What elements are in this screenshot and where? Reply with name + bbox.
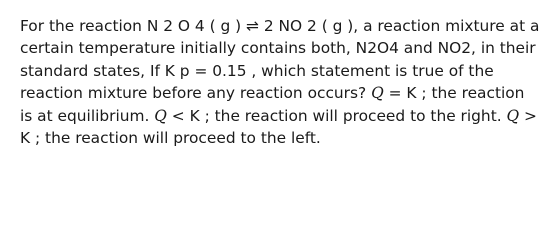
- question-intro: For the reaction N 2 O 4 ( g ) ⇌ 2 NO 2 ( g ), a reaction mixture at a certain temperature initially contains both, N2O4 and NO2, in their standard states, If K p = 0.15 , which statement is true of the reaction mixture before any reaction occurs?: [20, 17, 540, 103]
- option-proceed-right: < K ; the reaction will proceed to the right.: [166, 106, 507, 125]
- reaction-quotient-symbol: 𝑄: [371, 84, 384, 103]
- reaction-quotient-symbol: 𝑄: [154, 106, 167, 125]
- reaction-quotient-symbol: 𝑄: [506, 106, 520, 125]
- question-text: [20, 15, 540, 149]
- option-equilibrium: = K ; the reaction is at equilibrium.: [20, 84, 525, 125]
- option-proceed-left: > K ; the reaction will proceed to the left.: [20, 106, 537, 148]
